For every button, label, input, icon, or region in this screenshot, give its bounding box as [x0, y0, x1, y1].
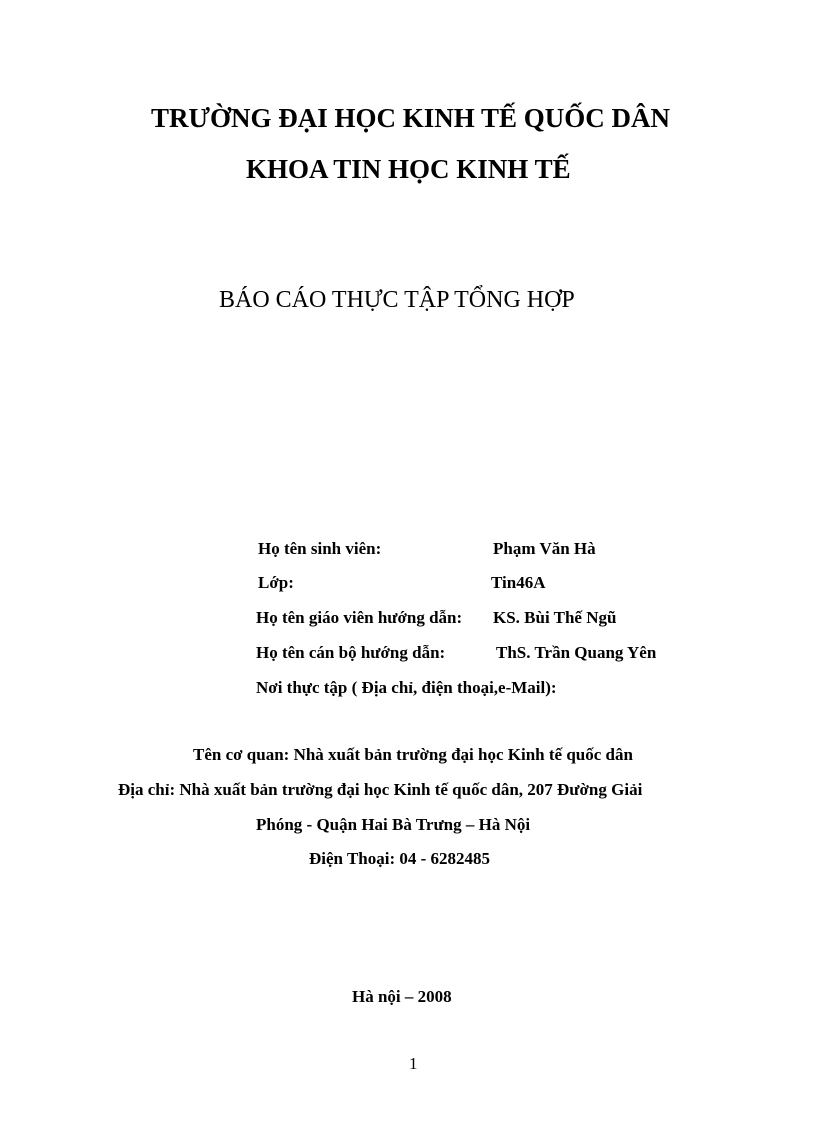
organization-address-line-2: Phóng - Quận Hai Bà Trưng – Hà Nội: [256, 815, 531, 834]
organization-phone: Điện Thoại: 04 - 6282485: [309, 849, 491, 868]
student-name-label: Họ tên sinh viên:: [258, 539, 382, 558]
supervisor-label: Họ tên cán bộ hướng dẫn:: [256, 643, 446, 662]
student-name-value: Phạm Văn Hà: [493, 539, 596, 558]
class-label: Lớp:: [258, 573, 294, 592]
place-date: Hà nội – 2008: [352, 987, 452, 1006]
university-heading: TRƯỜNG ĐẠI HỌC KINH TẾ QUỐC DÂN: [151, 103, 671, 133]
report-title: BÁO CÁO THỰC TẬP TỔNG HỢP: [219, 287, 575, 313]
organization-address-line-1: Địa chỉ: Nhà xuất bản trường đại học Kinh tế quốc dân, 207 Đường Giải: [118, 780, 643, 799]
organization-name: Tên cơ quan: Nhà xuất bản trường đại học Kinh tế quốc dân: [193, 745, 633, 764]
page-number: 1: [409, 1054, 418, 1073]
advisor-value: KS. Bùi Thế Ngũ: [493, 608, 617, 627]
advisor-label: Họ tên giáo viên hướng dẫn:: [256, 608, 463, 627]
supervisor-value: ThS. Trần Quang Yên: [496, 643, 657, 662]
internship-place-label: Nơi thực tập ( Địa chỉ, điện thoại,e-Mail):: [256, 678, 557, 697]
faculty-heading: KHOA TIN HỌC KINH TẾ: [246, 154, 571, 184]
class-value: Tin46A: [491, 573, 546, 592]
